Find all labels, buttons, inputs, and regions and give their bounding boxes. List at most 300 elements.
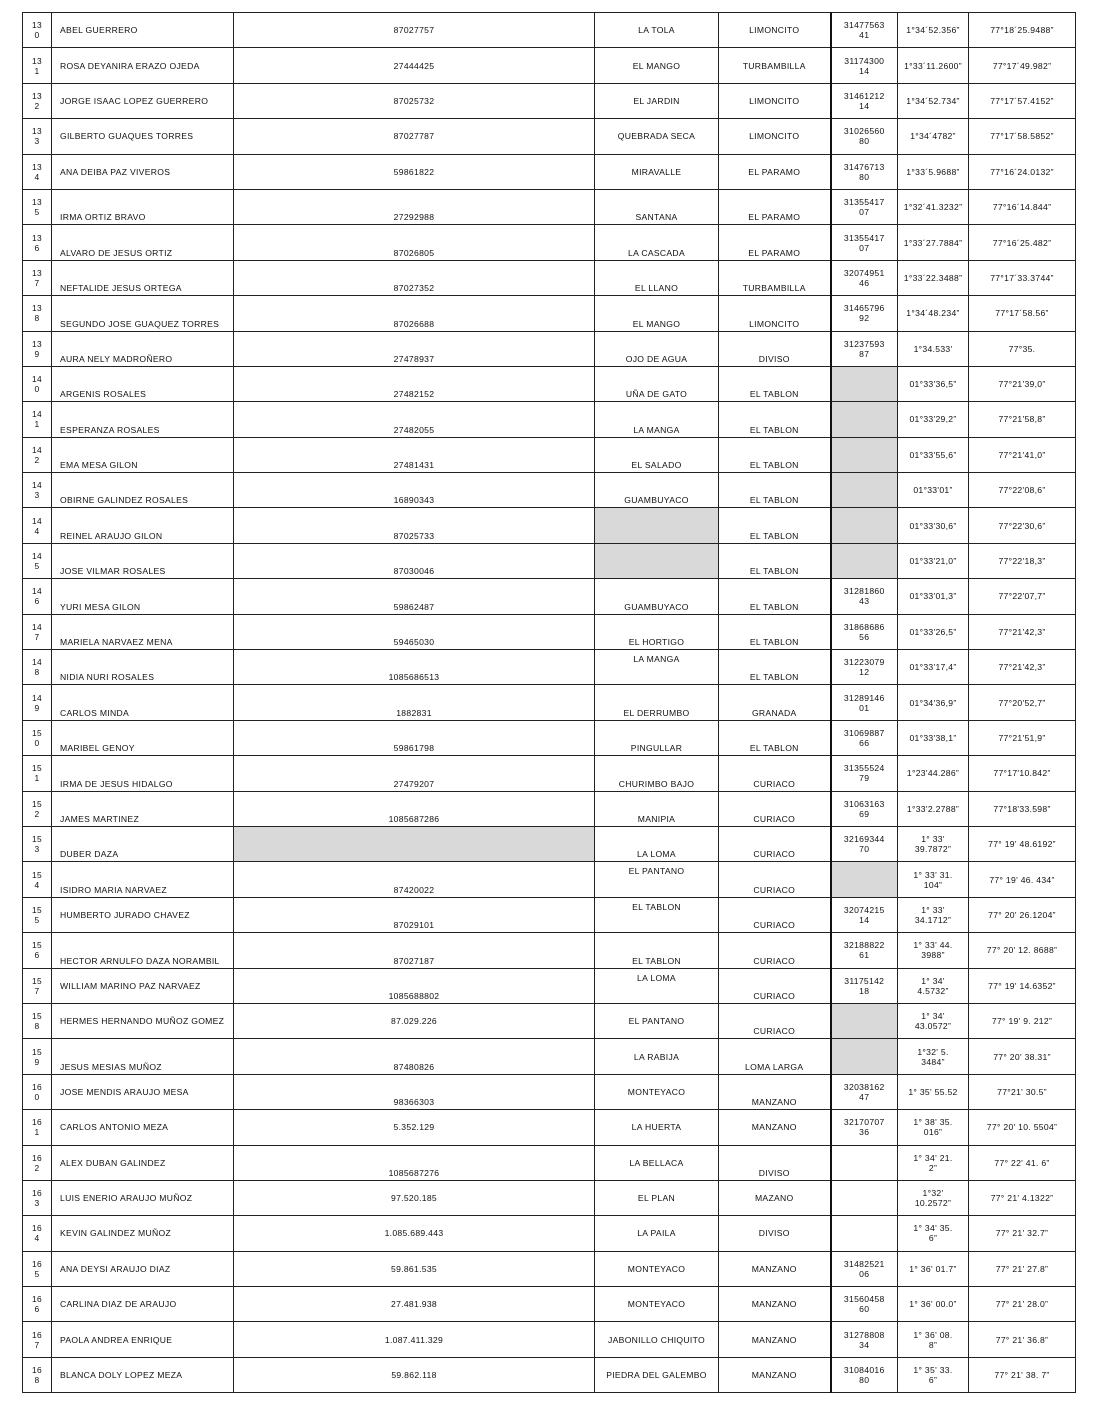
cell-lat: 1° 34' 43.0572”	[898, 1003, 969, 1038]
cell-name: NIDIA NURI ROSALES	[52, 650, 234, 685]
cell-lat: 1° 34' 4.5732”	[898, 968, 969, 1003]
cell-num: 16 5	[23, 1251, 52, 1286]
table-row	[23, 119, 1076, 154]
table-row	[23, 1287, 1076, 1322]
cell-num: 15 6	[23, 933, 52, 968]
cell-phone	[831, 366, 898, 401]
cell-phone: 32074951 46	[831, 260, 898, 295]
table-row	[23, 579, 1076, 614]
cell-vereda: LA HUERTA	[595, 1110, 719, 1145]
cell-lon: 77°21'39,0”	[969, 366, 1076, 401]
cell-lat: 01°34'36,9”	[898, 685, 969, 720]
cell-sector: EL PARAMO	[719, 189, 831, 224]
cell-phone	[831, 1039, 898, 1074]
cell-num: 16 7	[23, 1322, 52, 1357]
cell-vereda: LA LOMA	[595, 826, 719, 861]
cell-num: 14 5	[23, 543, 52, 578]
cell-phone: 31026560 80	[831, 119, 898, 154]
cell-lon: 77°17´49.982”	[969, 48, 1076, 83]
cell-phone	[831, 543, 898, 578]
cell-lon: 77° 19' 46. 434”	[969, 862, 1076, 897]
cell-lon: 77° 20' 10. 5504”	[969, 1110, 1076, 1145]
cell-lon: 77°16´25.482”	[969, 225, 1076, 260]
cell-vereda: UÑA DE GATO	[595, 366, 719, 401]
cell-id: 1085687286	[234, 791, 595, 826]
cell-lat: 1°23'44.286”	[898, 756, 969, 791]
cell-num: 15 4	[23, 862, 52, 897]
cell-name: CARLOS MINDA	[52, 685, 234, 720]
cell-phone: 32188822 61	[831, 933, 898, 968]
cell-phone	[831, 1003, 898, 1038]
cell-id: 59.862.118	[234, 1357, 595, 1392]
table-row	[23, 791, 1076, 826]
cell-lon: 77°22'07,7”	[969, 579, 1076, 614]
cell-id: 87027352	[234, 260, 595, 295]
cell-name: JORGE ISAAC LOPEZ GUERRERO	[52, 83, 234, 118]
table-row	[23, 296, 1076, 331]
cell-lat: 1° 34' 35. 6”	[898, 1216, 969, 1251]
cell-phone: 31289146 01	[831, 685, 898, 720]
cell-name: ANA DEYSI ARAUJO DIAZ	[52, 1251, 234, 1286]
cell-lon: 77° 21' 27.8”	[969, 1251, 1076, 1286]
cell-lon: 77° 20' 38.31”	[969, 1039, 1076, 1074]
cell-lat: 1°33´27.7884”	[898, 225, 969, 260]
cell-phone	[831, 1216, 898, 1251]
cell-id: 59.861.535	[234, 1251, 595, 1286]
cell-sector: TURBAMBILLA	[719, 260, 831, 295]
cell-num: 16 1	[23, 1110, 52, 1145]
cell-num: 15 8	[23, 1003, 52, 1038]
cell-id: 27292988	[234, 189, 595, 224]
cell-phone: 31174300 14	[831, 48, 898, 83]
cell-sector: LIMONCITO	[719, 296, 831, 331]
table-row	[23, 154, 1076, 189]
cell-vereda: LA PAILA	[595, 1216, 719, 1251]
cell-lat: 01°33'17,4”	[898, 650, 969, 685]
cell-name: NEFTALIDE JESUS ORTEGA	[52, 260, 234, 295]
table-row	[23, 260, 1076, 295]
cell-name: SEGUNDO JOSE GUAQUEZ TORRES	[52, 296, 234, 331]
cell-id: 1.085.689.443	[234, 1216, 595, 1251]
cell-num: 16 3	[23, 1180, 52, 1215]
cell-id: 59861822	[234, 154, 595, 189]
cell-sector: EL TABLON	[719, 366, 831, 401]
cell-num: 13 9	[23, 331, 52, 366]
cell-name: HUMBERTO JURADO CHAVEZ	[52, 897, 234, 932]
cell-vereda: EL PANTANO	[595, 862, 719, 897]
cell-vereda: EL PANTANO	[595, 1003, 719, 1038]
table-row	[23, 862, 1076, 897]
cell-id: 27478937	[234, 331, 595, 366]
cell-num: 13 6	[23, 225, 52, 260]
cell-lon: 77°16´24.0132”	[969, 154, 1076, 189]
cell-phone: 31461212 14	[831, 83, 898, 118]
cell-lon: 77°22'08,6”	[969, 473, 1076, 508]
cell-lat: 1°33´11.2600”	[898, 48, 969, 83]
cell-sector: LIMONCITO	[719, 13, 831, 48]
cell-lon: 77° 20' 12. 8688”	[969, 933, 1076, 968]
cell-sector: EL TABLON	[719, 508, 831, 543]
cell-lon: 77° 19' 48.6192”	[969, 826, 1076, 861]
cell-id: 1085686513	[234, 650, 595, 685]
cell-lat: 01°33'01,3”	[898, 579, 969, 614]
cell-vereda: EL MANGO	[595, 48, 719, 83]
cell-phone: 31482521 06	[831, 1251, 898, 1286]
cell-vereda: JABONILLO CHIQUITO	[595, 1322, 719, 1357]
cell-lat: 1° 36' 08. 8”	[898, 1322, 969, 1357]
cell-vereda: SANTANA	[595, 189, 719, 224]
cell-phone: 31355417 07	[831, 189, 898, 224]
cell-vereda: EL SALADO	[595, 437, 719, 472]
table-row	[23, 756, 1076, 791]
cell-lon: 77°16´14.844”	[969, 189, 1076, 224]
cell-phone	[831, 508, 898, 543]
cell-lat: 01°33'21,0”	[898, 543, 969, 578]
cell-name: JOSE VILMAR ROSALES	[52, 543, 234, 578]
cell-name: JOSE MENDIS ARAUJO MESA	[52, 1074, 234, 1109]
cell-phone: 31560458 60	[831, 1287, 898, 1322]
cell-id: 87.029.226	[234, 1003, 595, 1038]
cell-id: 87029101	[234, 897, 595, 932]
cell-name: CARLINA DIAZ DE ARAUJO	[52, 1287, 234, 1322]
cell-lat: 1°33´22.3488”	[898, 260, 969, 295]
cell-name: ISIDRO MARIA NARVAEZ	[52, 862, 234, 897]
cell-id: 27482055	[234, 402, 595, 437]
cell-id: 27479207	[234, 756, 595, 791]
cell-lat: 01°33'38,1”	[898, 720, 969, 755]
cell-num: 15 2	[23, 791, 52, 826]
cell-lon: 77° 21' 4.1322”	[969, 1180, 1076, 1215]
cell-vereda: MANIPIA	[595, 791, 719, 826]
cell-name: ESPERANZA ROSALES	[52, 402, 234, 437]
cell-lat: 1° 36' 00.0”	[898, 1287, 969, 1322]
cell-id: 1.087.411.329	[234, 1322, 595, 1357]
cell-sector: EL TABLON	[719, 720, 831, 755]
cell-phone	[831, 437, 898, 472]
cell-vereda: MONTEYACO	[595, 1074, 719, 1109]
cell-num: 13 4	[23, 154, 52, 189]
cell-num: 13 1	[23, 48, 52, 83]
cell-num: 14 4	[23, 508, 52, 543]
cell-vereda: EL DERRUMBO	[595, 685, 719, 720]
cell-vereda: LA MANGA	[595, 650, 719, 685]
cell-lon: 77°17´33.3744”	[969, 260, 1076, 295]
cell-phone	[831, 1180, 898, 1215]
cell-lat: 1° 36' 01.7”	[898, 1251, 969, 1286]
cell-vereda: EL HORTIGO	[595, 614, 719, 649]
cell-lat: 1°34.533'	[898, 331, 969, 366]
cell-num: 13 7	[23, 260, 52, 295]
cell-lon: 77°21'42,3”	[969, 614, 1076, 649]
cell-vereda: LA BELLACA	[595, 1145, 719, 1180]
cell-sector: LOMA LARGA	[719, 1039, 831, 1074]
cell-lat: 1° 33' 31. 104”	[898, 862, 969, 897]
cell-lat: 1°34´52.734”	[898, 83, 969, 118]
cell-name: IRMA DE JESUS HIDALGO	[52, 756, 234, 791]
cell-id: 87025732	[234, 83, 595, 118]
cell-name: BLANCA DOLY LOPEZ MEZA	[52, 1357, 234, 1392]
cell-phone: 31355417 07	[831, 225, 898, 260]
cell-sector: MANZANO	[719, 1110, 831, 1145]
cell-vereda: PIEDRA DEL GALEMBO	[595, 1357, 719, 1392]
cell-vereda: LA LOMA	[595, 968, 719, 1003]
table-row	[23, 1216, 1076, 1251]
cell-sector: EL TABLON	[719, 437, 831, 472]
table-row	[23, 508, 1076, 543]
cell-name: KEVIN GALINDEZ MUÑOZ	[52, 1216, 234, 1251]
cell-num: 16 8	[23, 1357, 52, 1392]
cell-id: 97.520.185	[234, 1180, 595, 1215]
cell-num: 16 4	[23, 1216, 52, 1251]
cell-sector: EL TABLON	[719, 650, 831, 685]
cell-phone: 32170707 36	[831, 1110, 898, 1145]
cell-phone: 31084016 80	[831, 1357, 898, 1392]
cell-sector: DIVISO	[719, 1216, 831, 1251]
cell-name: AURA NELY MADROÑERO	[52, 331, 234, 366]
cell-lon: 77°17´58.5852”	[969, 119, 1076, 154]
cell-lon: 77°18´25.9488”	[969, 13, 1076, 48]
cell-lat: 1° 35' 33. 6”	[898, 1357, 969, 1392]
cell-sector: MANZANO	[719, 1074, 831, 1109]
cell-id: 87025733	[234, 508, 595, 543]
cell-sector: CURIACO	[719, 756, 831, 791]
cell-name: MARIBEL GENOY	[52, 720, 234, 755]
cell-name: CARLOS ANTONIO MEZA	[52, 1110, 234, 1145]
cell-id: 87420022	[234, 862, 595, 897]
table-row	[23, 83, 1076, 118]
cell-lon: 77° 21' 32.7”	[969, 1216, 1076, 1251]
cell-id: 1085687276	[234, 1145, 595, 1180]
cell-phone: 31476713 80	[831, 154, 898, 189]
cell-id: 87027187	[234, 933, 595, 968]
cell-vereda: EL TABLON	[595, 933, 719, 968]
cell-num: 15 5	[23, 897, 52, 932]
cell-vereda: CHURIMBO BAJO	[595, 756, 719, 791]
cell-vereda: LA TOLA	[595, 13, 719, 48]
cell-lat: 1° 38' 35. 016”	[898, 1110, 969, 1145]
cell-sector: CURIACO	[719, 1003, 831, 1038]
cell-phone: 31237593 87	[831, 331, 898, 366]
cell-vereda: PINGULLAR	[595, 720, 719, 755]
cell-vereda: MONTEYACO	[595, 1287, 719, 1322]
cell-lat: 1°33'2.2788”	[898, 791, 969, 826]
cell-sector: EL PARAMO	[719, 154, 831, 189]
cell-sector: MANZANO	[719, 1357, 831, 1392]
cell-lat: 1°32' 10.2572”	[898, 1180, 969, 1215]
table-row	[23, 1357, 1076, 1392]
cell-lat: 1°34´52.356”	[898, 13, 969, 48]
table-row	[23, 402, 1076, 437]
cell-lat: 1°34´48.234”	[898, 296, 969, 331]
cell-sector: CURIACO	[719, 897, 831, 932]
cell-lon: 77°18'33.598”	[969, 791, 1076, 826]
cell-num: 16 2	[23, 1145, 52, 1180]
cell-num: 15 0	[23, 720, 52, 755]
cell-sector: MANZANO	[719, 1322, 831, 1357]
cell-num: 15 3	[23, 826, 52, 861]
cell-num: 16 6	[23, 1287, 52, 1322]
cell-name: IRMA ORTIZ BRAVO	[52, 189, 234, 224]
cell-vereda: EL LLANO	[595, 260, 719, 295]
cell-vereda	[595, 508, 719, 543]
table-body	[23, 13, 1076, 1393]
cell-lon: 77°22'18,3”	[969, 543, 1076, 578]
table-row	[23, 1074, 1076, 1109]
cell-name: HECTOR ARNULFO DAZA NORAMBIL	[52, 933, 234, 968]
cell-phone	[831, 862, 898, 897]
table-row	[23, 968, 1076, 1003]
cell-lon: 77°21' 30.5”	[969, 1074, 1076, 1109]
cell-vereda: LA MANGA	[595, 402, 719, 437]
cell-name: PAOLA ANDREA ENRIQUE	[52, 1322, 234, 1357]
cell-id: 87026805	[234, 225, 595, 260]
table-row	[23, 1145, 1076, 1180]
beneficiaries-table	[22, 12, 1076, 1393]
cell-id: 59465030	[234, 614, 595, 649]
cell-phone: 31281860 43	[831, 579, 898, 614]
cell-lat: 1°32' 5. 3484”	[898, 1039, 969, 1074]
cell-num: 14 1	[23, 402, 52, 437]
cell-lon: 77° 22' 41. 6”	[969, 1145, 1076, 1180]
cell-id: 59861798	[234, 720, 595, 755]
cell-vereda: EL JARDIN	[595, 83, 719, 118]
table-row	[23, 473, 1076, 508]
cell-num: 16 0	[23, 1074, 52, 1109]
cell-lat: 1° 34' 21. 2”	[898, 1145, 969, 1180]
cell-lat: 1°33´5.9688”	[898, 154, 969, 189]
cell-phone: 31063163 69	[831, 791, 898, 826]
cell-lat: 1° 35' 55.52	[898, 1074, 969, 1109]
cell-name: YURI MESA GILON	[52, 579, 234, 614]
cell-lon: 77°21'58,8”	[969, 402, 1076, 437]
cell-num: 13 8	[23, 296, 52, 331]
cell-lon: 77° 21' 38. 7”	[969, 1357, 1076, 1392]
table-row	[23, 933, 1076, 968]
cell-phone: 31355524 79	[831, 756, 898, 791]
cell-phone: 32074215 14	[831, 897, 898, 932]
table-row	[23, 897, 1076, 932]
cell-phone: 31175142 18	[831, 968, 898, 1003]
cell-id: 59862487	[234, 579, 595, 614]
cell-name: ROSA DEYANIRA ERAZO OJEDA	[52, 48, 234, 83]
cell-sector: LIMONCITO	[719, 119, 831, 154]
cell-sector: CURIACO	[719, 933, 831, 968]
cell-id: 5.352.129	[234, 1110, 595, 1145]
cell-lat: 01°33'26,5”	[898, 614, 969, 649]
cell-lon: 77°17'10.842”	[969, 756, 1076, 791]
table-row	[23, 48, 1076, 83]
cell-vereda: EL TABLON	[595, 897, 719, 932]
cell-lon: 77° 20' 26.1204”	[969, 897, 1076, 932]
table-row	[23, 720, 1076, 755]
cell-id: 87027787	[234, 119, 595, 154]
table-row	[23, 366, 1076, 401]
table-row	[23, 437, 1076, 472]
cell-sector: CURIACO	[719, 968, 831, 1003]
table-row	[23, 826, 1076, 861]
cell-num: 14 9	[23, 685, 52, 720]
cell-name: WILLIAM MARINO PAZ NARVAEZ	[52, 968, 234, 1003]
cell-name: OBIRNE GALINDEZ ROSALES	[52, 473, 234, 508]
cell-phone: 31868686 56	[831, 614, 898, 649]
cell-id: 87027757	[234, 13, 595, 48]
cell-name: EMA MESA GILON	[52, 437, 234, 472]
cell-sector: LIMONCITO	[719, 83, 831, 118]
cell-name: MARIELA NARVAEZ MENA	[52, 614, 234, 649]
cell-num: 14 8	[23, 650, 52, 685]
cell-num: 14 7	[23, 614, 52, 649]
cell-id: 27444425	[234, 48, 595, 83]
cell-name: DUBER DAZA	[52, 826, 234, 861]
cell-lat: 01°33'29,2”	[898, 402, 969, 437]
cell-name: ALVARO DE JESUS ORTIZ	[52, 225, 234, 260]
cell-num: 15 1	[23, 756, 52, 791]
cell-lat: 01°33'55,6”	[898, 437, 969, 472]
cell-id: 27481431	[234, 437, 595, 472]
cell-name: ABEL GUERRERO	[52, 13, 234, 48]
cell-vereda: MONTEYACO	[595, 1251, 719, 1286]
cell-name: ARGENIS ROSALES	[52, 366, 234, 401]
cell-lon: 77°22'30,6”	[969, 508, 1076, 543]
cell-id: 27.481.938	[234, 1287, 595, 1322]
cell-sector: EL TABLON	[719, 402, 831, 437]
table-row	[23, 1180, 1076, 1215]
cell-sector: DIVISO	[719, 331, 831, 366]
cell-sector: EL TABLON	[719, 579, 831, 614]
table-row	[23, 1110, 1076, 1145]
cell-name: JAMES MARTINEZ	[52, 791, 234, 826]
cell-num: 13 3	[23, 119, 52, 154]
cell-lon: 77°21'51,9”	[969, 720, 1076, 755]
cell-vereda: GUAMBUYACO	[595, 579, 719, 614]
cell-sector: MANZANO	[719, 1287, 831, 1322]
cell-lat: 1° 33' 39.7872”	[898, 826, 969, 861]
cell-id	[234, 826, 595, 861]
cell-sector: DIVISO	[719, 1145, 831, 1180]
cell-phone: 31278808 34	[831, 1322, 898, 1357]
table-row	[23, 1322, 1076, 1357]
cell-phone: 31223079 12	[831, 650, 898, 685]
cell-id: 87026688	[234, 296, 595, 331]
cell-sector: CURIACO	[719, 791, 831, 826]
cell-sector: MANZANO	[719, 1251, 831, 1286]
cell-num: 15 7	[23, 968, 52, 1003]
cell-lat: 01°33'30,6”	[898, 508, 969, 543]
cell-num: 14 3	[23, 473, 52, 508]
cell-phone	[831, 402, 898, 437]
table-row	[23, 1003, 1076, 1038]
cell-num: 13 2	[23, 83, 52, 118]
table-row	[23, 331, 1076, 366]
table-row	[23, 1251, 1076, 1286]
cell-lon: 77°17´58.56”	[969, 296, 1076, 331]
cell-sector: EL TABLON	[719, 543, 831, 578]
cell-lon: 77° 21' 36.8”	[969, 1322, 1076, 1357]
cell-sector: EL PARAMO	[719, 225, 831, 260]
cell-name: GILBERTO GUAQUES TORRES	[52, 119, 234, 154]
table-row	[23, 189, 1076, 224]
cell-phone	[831, 1145, 898, 1180]
cell-num: 14 6	[23, 579, 52, 614]
cell-lon: 77°20'52,7”	[969, 685, 1076, 720]
cell-phone: 31465796 92	[831, 296, 898, 331]
cell-phone: 31477563 41	[831, 13, 898, 48]
cell-lat: 1° 33' 34.1712”	[898, 897, 969, 932]
cell-name: HERMES HERNANDO MUÑOZ GOMEZ	[52, 1003, 234, 1038]
cell-lon: 77° 19' 14.6352”	[969, 968, 1076, 1003]
cell-lon: 77°17´57.4152”	[969, 83, 1076, 118]
cell-name: JESUS MESIAS MUÑOZ	[52, 1039, 234, 1074]
